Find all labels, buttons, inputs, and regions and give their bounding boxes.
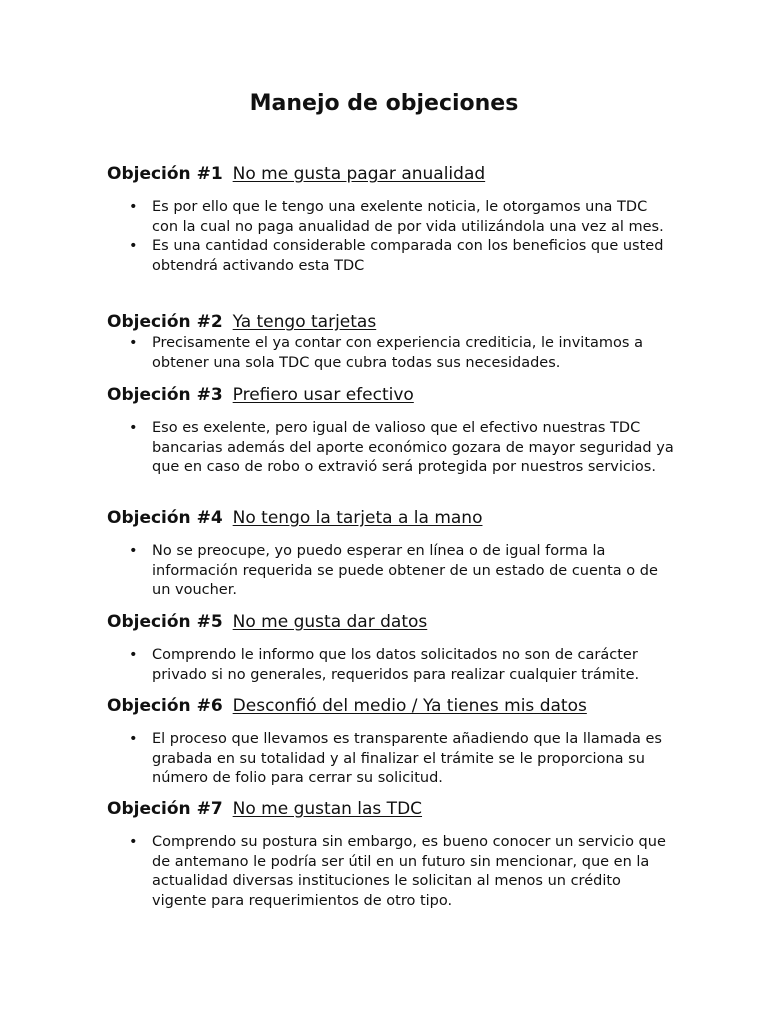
objection-topic: No me gusta dar datos — [232, 612, 428, 632]
objection-heading — [107, 310, 677, 334]
response-list — [107, 419, 677, 478]
response-item: • Comprendo su postura sin embargo, es bueno conocer un servicio que de antemano le podría ser útil en un futuro sin mencionar, que en la actualidad diversas instituciones le solicitan al menos un crédito vigente para requerimientos de otro tipo. — [129, 834, 666, 909]
bullet-icon: • — [129, 543, 138, 559]
bullet-icon: • — [129, 238, 138, 255]
response-item: • Eso es exelente, pero igual de valioso que el efectivo nuestras TDC bancarias además del aporte económico gozara de mayor seguridad ya que en caso de robo o extravió será protegida por nuestros servicios. — [129, 420, 674, 476]
objection-label: Objeción #1 — [107, 164, 223, 184]
objection-2 — [107, 310, 677, 373]
objection-label: Objeción #2 — [107, 312, 223, 332]
objection-5 — [107, 610, 677, 685]
response-item: • Es por ello que le tengo una exelente noticia, le otorgamos una TDC con la cual no paga anualidad de por vida utilizándola una vez al mes. — [129, 199, 664, 235]
objection-topic: No tengo la tarjeta a la mano — [232, 508, 483, 528]
objection-heading — [107, 694, 677, 718]
objection-heading — [107, 162, 677, 186]
objection-label: Objeción #6 — [107, 696, 223, 716]
objection-topic: Desconfió del medio / Ya tienes mis datos — [232, 696, 587, 716]
bullet-icon: • — [129, 335, 138, 351]
bullet-icon: • — [129, 199, 138, 215]
response-list — [107, 334, 677, 373]
objection-label: Objeción #7 — [107, 799, 223, 819]
objection-heading — [107, 383, 677, 407]
bullet-icon: • — [129, 731, 138, 747]
objection-topic: No me gustan las TDC — [232, 799, 423, 819]
response-list — [107, 198, 677, 276]
bullet-icon: • — [129, 834, 138, 850]
response-list — [107, 542, 677, 601]
objection-heading — [107, 797, 677, 821]
objection-topic: Prefiero usar efectivo — [232, 385, 414, 405]
objection-label: Objeción #4 — [107, 508, 223, 528]
objection-heading — [107, 506, 677, 530]
objection-6 — [107, 694, 677, 789]
bullet-icon: • — [129, 420, 138, 436]
response-item: • No se preocupe, yo puedo esperar en línea o de igual forma la información requerida se puede obtener de un estado de cuenta o de un voucher. — [129, 543, 658, 599]
response-item: • Comprendo le informo que los datos solicitados no son de carácter privado si no generales, requeridos para realizar cualquier trámite. — [129, 647, 640, 683]
objection-3 — [107, 383, 677, 478]
response-item: • Es una cantidad considerable comparada con los beneficios que usted obtendrá activando esta TDC — [129, 238, 664, 274]
response-item: • El proceso que llevamos es transparente añadiendo que la llamada es grabada en su totalidad y al finalizar el trámite se le proporciona su número de folio para cerrar su solicitud. — [129, 731, 662, 787]
response-list — [107, 730, 677, 789]
response-list — [107, 646, 677, 685]
objection-4 — [107, 506, 677, 601]
objection-topic: No me gusta pagar anualidad — [232, 164, 486, 184]
objection-label: Objeción #3 — [107, 385, 223, 405]
objection-1 — [107, 162, 677, 276]
objection-7 — [107, 797, 677, 911]
objection-heading — [107, 610, 677, 634]
objection-topic: Ya tengo tarjetas — [232, 312, 377, 332]
bullet-icon: • — [129, 647, 138, 663]
objection-label: Objeción #5 — [107, 612, 223, 632]
response-item: • Precisamente el ya contar con experiencia crediticia, le invitamos a obtener una sola TDC que cubra todas sus necesidades. — [129, 335, 643, 371]
response-list — [107, 833, 677, 911]
document-title: Manejo de objeciones — [249, 91, 519, 116]
